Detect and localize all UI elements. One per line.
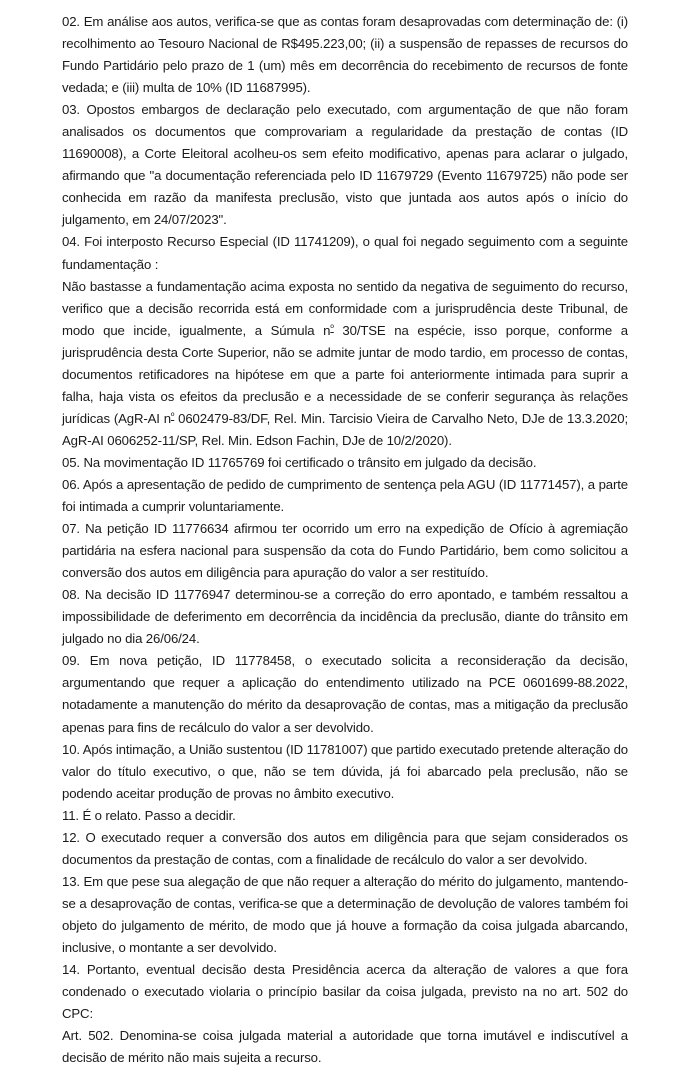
paragraph-09: 09. Em nova petição, ID 11778458, o executado solicita a reconsideração da decisão, argumentando que requer a aplicação do entendimento utilizado na PCE 0601699-88.2022, notadamente a manutenção do mérito da desaprovação de contas, mas a mitigação da preclusão apenas para fins de recálculo do valor a ser devolvido. [62,653,628,735]
paragraph-03: 03. Opostos embargos de declaração pelo executado, com argumentação de que não foram analisados os documentos que comprovariam a regularidade da prestação de contas (ID 11690008), a Corte Eleitoral acolheu-os sem efeito modificativo, apenas para aclarar o julgado, afirmando que "a documentação referenciada pelo ID 11679729 (Evento 11679725) não pode ser conhecida em razão da manifesta preclusão, visto que juntada aos autos após o início do julgamento, em 24/07/2023". [62,102,628,228]
paragraph-11: 11. É o relato. Passo a decidir. [62,807,236,823]
paragraph-04-quoted-fundamentation [62,276,628,452]
quoted-text-segment-3: 0602479-83/DF, Rel. Min. Tarcisio Vieira de Carvalho Neto, DJe de 13.3.2020; AgR-AI 0606252-11/SP, Rel. Min. Edson Fachin, DJe de 10/2/2020). [62,410,628,448]
paragraph-06: 06. Após a apresentação de pedido de cumprimento de sentença pela AGU (ID 11771457), a parte foi intimada a cumprir voluntariamente. [62,476,628,515]
paragraph-02: 02. Em análise aos autos, verifica-se que as contas foram desaprovadas com determinação de: (i) recolhimento ao Tesouro Nacional de R$495.223,00; (ii) a suspensão de repasses de recursos do Fundo Partidário pelo prazo de 1 (um) mês em decorrência do recebimento de recursos de fonte vedada; e (iii) multa de 10% (ID 11687995). [62,14,628,96]
quoted-text-segment-2: 30/TSE na espécie, isso porque, conforme a jurisprudência desta Corte Superior, não se admite juntar de modo tardio, em processo de contas, documentos retificadores na hipótese em que a parte foi anteriormente intimada para suprir a falha, haja vista os efeitos da preclusão e a necessidade de se conferir segurança às relações jurídicas (AgR-AI n [62,322,628,426]
ordinal-marker-agr-ai: º [170,410,175,422]
paragraph-13: 13. Em que pese sua alegação de que não requer a alteração do mérito do julgamento, mantendo-se a desaprovação de contas, verifica-se que a determinação de devolução de valores também foi objeto do julgamento de mérito, de modo que já houve a formação da coisa julgada abarcando, inclusive, o montante a ser devolvido. [62,873,628,955]
ordinal-marker-sumula: º [330,322,334,334]
paragraph-08: 08. Na decisão ID 11776947 determinou-se a correção do erro apontado, e também ressaltou a impossibilidade de deferimento em decorrência da incidência da preclusão, diante do trânsito em julgado no dia 26/06/24. [62,587,628,647]
paragraph-04: 04. Foi interposto Recurso Especial (ID 11741209), o qual foi negado seguimento com a seguinte fundamentação : [62,234,628,272]
paragraph-07: 07. Na petição ID 11776634 afirmou ter ocorrido um erro na expedição de Ofício à agremiação partidária na esfera nacional para suspensão da cota do Fundo Partidário, bem como solicitou a conversão dos autos em diligência para apuração do valor a ser restituído. [62,521,628,581]
quoted-text-segment-1: Não bastasse a fundamentação acima exposta no sentido da negativa de seguimento do recurso, verifico que a decisão recorrida está em conformidade com a jurisprudência deste Tribunal, de modo que incide, igualmente, a Súmula n [62,278,628,338]
paragraph-10: 10. Após intimação, a União sustentou (ID 11781007) que partido executado pretende alteração do valor do título executivo, o que, não se tem dúvida, já foi abarcado pela preclusão, não se podendo aceitar produção de provas no âmbito executivo. [62,741,628,801]
paragraph-14: 14. Portanto, eventual decisão desta Presidência acerca da alteração de valores a que fora condenado o executado violaria o princípio basilar da coisa julgada, previsto na no art. 502 do CPC: [62,962,628,1022]
paragraph-05: 05. Na movimentação ID 11765769 foi certificado o trânsito em julgado da decisão. [62,454,537,470]
paragraph-cpc-article-502: Art. 502. Denomina-se coisa julgada material a autoridade que torna imutável e indiscutível a decisão de mérito não mais sujeita a recurso. [62,1028,628,1066]
paragraph-12: 12. O executado requer a conversão dos autos em diligência para que sejam considerados os documentos da prestação de contas, com a finalidade de recálculo do valor a ser devolvido. [62,829,628,867]
document-text-body [62,11,628,1069]
